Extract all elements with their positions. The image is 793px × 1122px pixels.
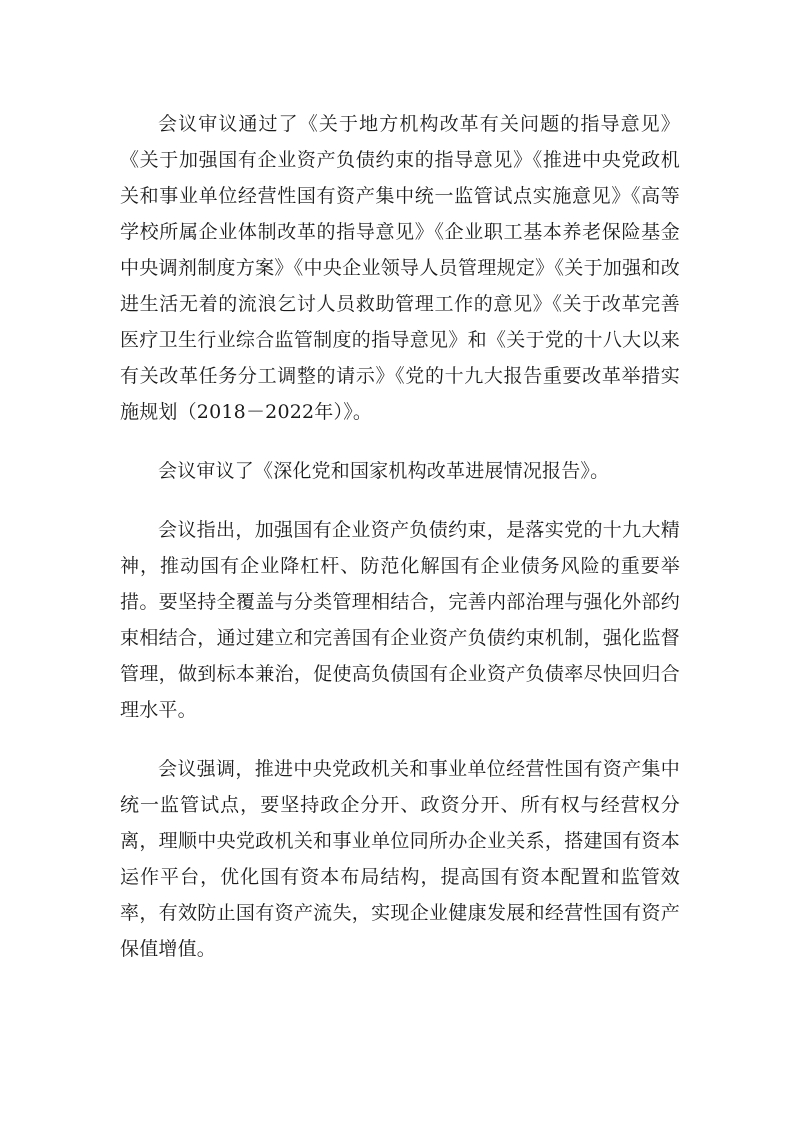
- paragraph-reform-progress-report: 会议审议了《深化党和国家机构改革进展情况报告》。: [158, 460, 610, 482]
- paragraph-meeting-approvals: 会议审议通过了《关于地方机构改革有关问题的指导意见》《关于加强国有企业资产负债约束的指导意见》《推进中央党政机关和事业单位经营性国有资产集中统一监管试点实施意见》《高等学校所属企业体制改革的指导意见》《企业职工基本养老保险基金中央调剂制度方案》《中央企业领导人员管理规定》《关于加强和改进生活无着的流浪乞讨人员救助管理工作的意见》《关于改革完善医疗卫生行业综合监管制度的指导意见》和《关于党的十八大以来有关改革任务分工调整的请示》《党的十九大报告重要改革举措实施规划（2018－2022年）》。: [120, 113, 680, 423]
- paragraph-asset-supervision: 会议强调，推进中央党政机关和事业单位经营性国有资产集中统一监管试点，要坚持政企分开、政资分开、所有权与经营权分离，理顺中央党政机关和事业单位同所办企业关系，搭建国有资本运作平台，优化国有资本布局结构，提高国有资本配置和监管效率，有效防止国有资产流失，实现企业健康发展和经营性国有资产保值增值。: [120, 758, 680, 960]
- document-body: [120, 106, 680, 990]
- paragraph-debt-constraint: 会议指出，加强国有企业资产负债约束，是落实党的十九大精神，推动国有企业降杠杆、防范化解国有企业债务风险的重要举措。要坚持全覆盖与分类管理相结合，完善内部治理与强化外部约束相结合，通过建立和完善国有企业资产负债约束机制，强化监督管理，做到标本兼治，促使高负债国有企业资产负债率尽快回归合理水平。: [120, 519, 680, 721]
